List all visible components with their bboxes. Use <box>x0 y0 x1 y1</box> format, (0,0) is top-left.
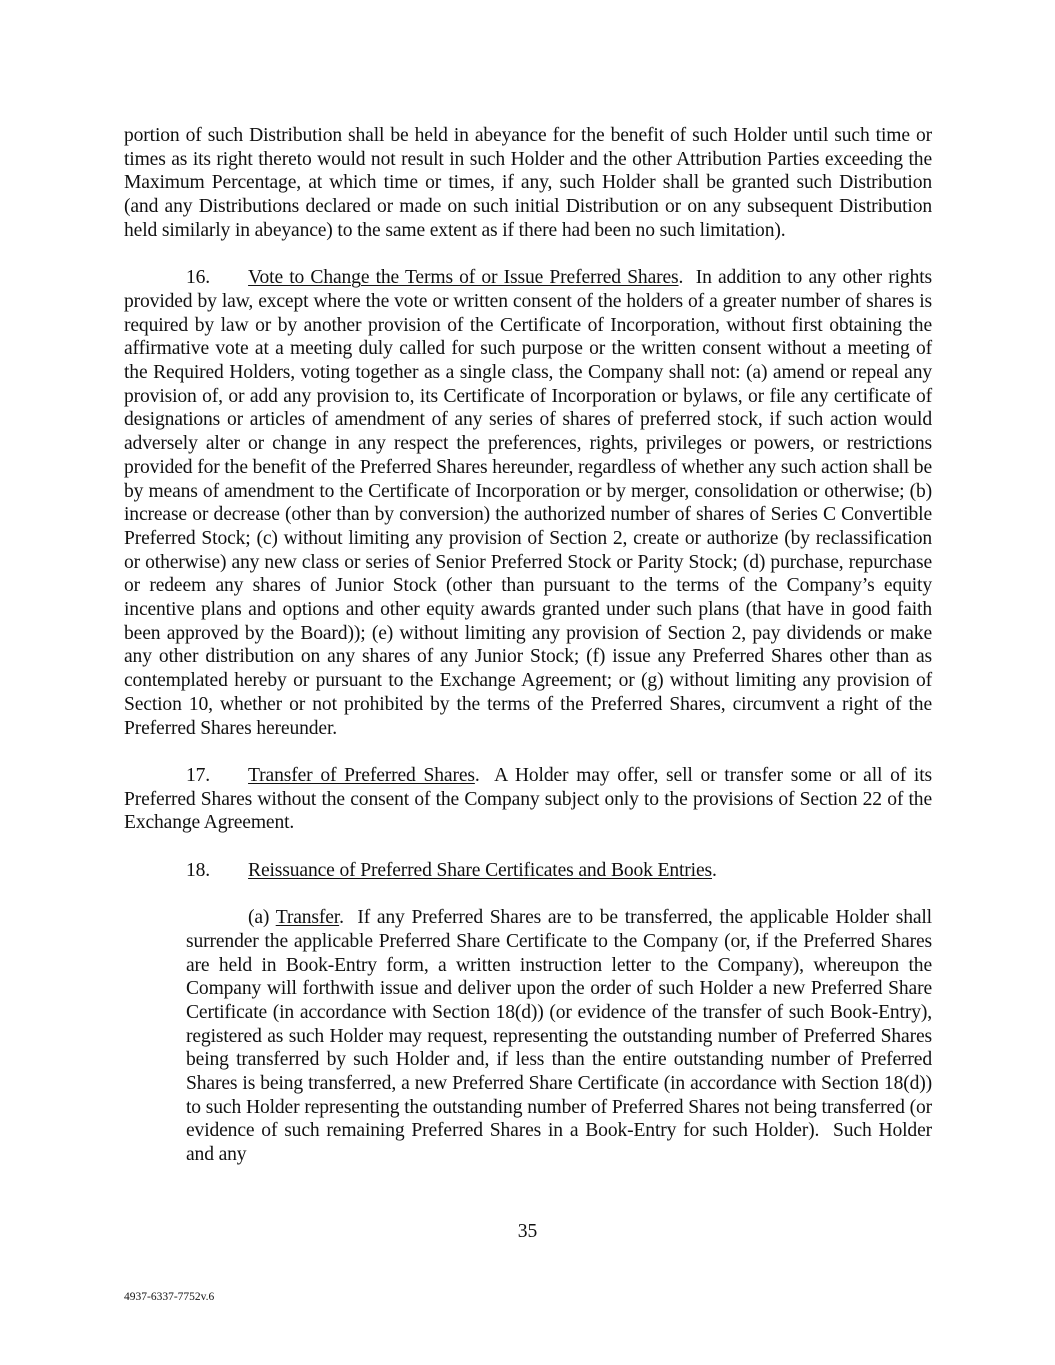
section-16-body: In addition to any other rights provided by law, except where the vote or written consent of the holders of a greater number of shares is required by law or by another provision of the Certificate of Incorporation, without first obtaining the affirmative vote at a meeting duly called for such purpose or the written consent without a meeting of the Required Holders, voting together as a single class, the Company shall not: (a) amend or repeal any provision of, or add any provision to, its Certificate of Incorporation or bylaws, or file any certificate of designations or articles of amendment of any series of shares of preferred stock, if such action would adversely alter or change in any respect the preferences, rights, privileges or powers, or restrictions provided for the benefit of the Preferred Shares hereunder, regardless of whether any such action shall be by means of amendment to the Certificate of Incorporation or by merger, consolidation or otherwise; (b) increase or decrease (other than by conversion) the authorized number of shares of Series C Convertible Preferred Stock; (c) without limiting any provision of Section 2, create or authorize (by reclassification or otherwise) any new class or series of Senior Preferred Stock or Parity Stock; (d) purchase, repurchase or redeem any shares of Junior Stock (other than pursuant to the terms of the Company’s equity incentive plans and options and other equity awards granted under such plans (that have in good faith been approved by the Board)); (e) without limiting any provision of Section 2, pay dividends or make any other distribution on any shares of any Junior Stock; (f) issue any Preferred Shares other than as contemplated hereby or pursuant to the Exchange Agreement; or (g) without limiting any provision of Section 10, whether or not prohibited by the terms of the Preferred Shares, circumvent a right of the Preferred Shares hereunder. <box>124 267 937 739</box>
section-17-title-suffix: . <box>474 764 480 786</box>
section-17-body: A Holder may offer, sell or transfer some or all of its Preferred Shares without the consent of the Company subject only to the provisions of Section 22 of the Exchange Agreement. <box>124 764 937 834</box>
section-18-title: Reissuance of Preferred Share Certificates and Book Entries <box>248 859 713 881</box>
section-18a-title: Transfer <box>275 907 340 929</box>
section-16-number: 16. <box>186 267 211 289</box>
section-16-title-suffix: . <box>678 267 684 289</box>
section-17-title: Transfer of Preferred Shares <box>248 764 475 786</box>
document-footer-id: 4937-6337-7752v.6 <box>124 1291 215 1303</box>
section-18a-title-suffix: . <box>339 907 344 929</box>
continuation-paragraph: portion of such Distribution shall be held in abeyance for the benefit of such Holder until such time or times as its right thereto would not result in such Holder and the other Attribution Parties exceeding the Maximum Percentage, at which time or times, if any, such Holder shall be granted such Distribution (and any Distributions declared or made on such initial Distribution or on any subsequent Distribution held similarly in abeyance) to the same extent as if there had been no such limitation). <box>124 125 932 241</box>
section-16-title: Vote to Change the Terms of or Issue Preferred Shares <box>248 267 679 289</box>
document-page <box>124 124 937 1191</box>
section-18-number: 18. <box>186 859 211 881</box>
section-17 <box>124 764 937 835</box>
section-18a <box>186 906 937 1167</box>
section-17-number: 17. <box>186 764 211 786</box>
section-18-title-suffix: . <box>712 859 717 881</box>
section-18 <box>124 859 932 883</box>
section-18a-body: If any Preferred Shares are to be transferred, the applicable Holder shall surrender the applicable Preferred Share Certificate to the Company (or, if the Preferred Shares are held in Book-Entry form, a written instruction letter to the Company), whereupon the Company will forthwith issue and deliver upon the order of such Holder a new Preferred Share Certificate (in accordance with Section 18(d)) (or evidence of the transfer of such Book-Entry), registered as such Holder may request, representing the outstanding number of Preferred Shares being transferred by such Holder and, if less than the entire outstanding number of Preferred Shares is being transferred, a new Preferred Share Certificate (in accordance with Section 18(d)) to such Holder representing the outstanding number of Preferred Shares not being transferred (or evidence of such remaining Preferred Shares in a Book-Entry for such Holder). Such Holder and any <box>186 907 937 1166</box>
section-18a-label: (a) <box>248 907 276 929</box>
page-number: 35 <box>517 1221 538 1242</box>
section-16 <box>124 266 937 740</box>
